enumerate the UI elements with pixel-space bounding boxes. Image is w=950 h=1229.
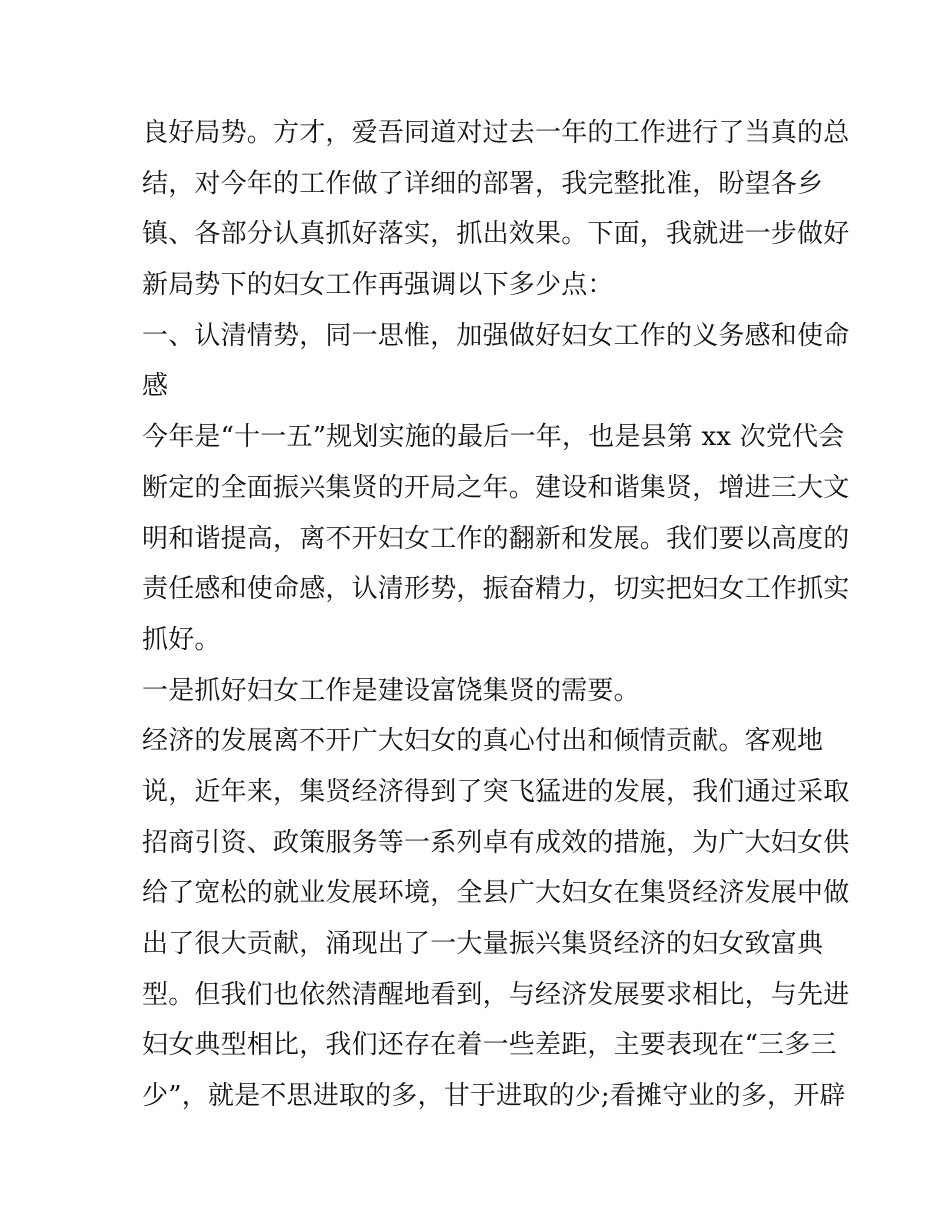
section-heading: 一、认清情势，同一思惟，加强做好妇女工作的义务感和使命 — [142, 320, 850, 351]
text-line: 今年是“十一五”规划实施的最后一年，也是县第 xx 次党代会 — [142, 422, 845, 453]
text-line: 明和谐提高，离不开妇女工作的翻新和发展。我们要以高度的 — [142, 523, 850, 554]
text-line: 型。但我们也依然清醒地看到，与经济发展要求相比，与先进 — [142, 979, 850, 1010]
text-line: 给了宽松的就业发展环境，全县广大妇女在集贤经济发展中做 — [142, 878, 850, 909]
subheading: 一是抓好妇女工作是建设富饶集贤的需要。 — [142, 675, 640, 706]
text-line: 说，近年来，集贤经济得到了突飞猛进的发展，我们通过采取 — [142, 776, 850, 807]
document-body — [142, 108, 850, 1122]
text-line: 新局势下的妇女工作再强调以下多少点： — [142, 270, 614, 301]
text-line: 出了很大贡献，涌现出了一大量振兴集贤经济的妇女致富典 — [142, 929, 824, 959]
text-line: 结，对今年的工作做了详细的部署，我完整批准，盼望各乡 — [142, 168, 824, 199]
text-line: 良好局势。方才，爱吾同道对过去一年的工作进行了当真的总 — [142, 118, 850, 148]
text-line: 经济的发展离不开广大妇女的真心付出和倾情贡献。客观地 — [142, 726, 824, 757]
text-line: 招商引资、政策服务等一系列卓有成效的措施，为广大妇女供 — [142, 827, 850, 858]
section-heading-continuation: 感 — [142, 371, 169, 402]
text-line: 妇女典型相比，我们还存在着一些差距，主要表现在“三多三 — [142, 1030, 837, 1061]
text-line: 少”，就是不思进取的多，甘于进取的少;看摊守业的多，开辟 — [142, 1081, 846, 1112]
text-line: 断定的全面振兴集贤的开局之年。建设和谐集贤，增进三大文 — [142, 472, 850, 503]
text-line: 抓好。 — [142, 624, 221, 655]
text-line: 责任感和使命感，认清形势，振奋精力，切实把妇女工作抓实 — [142, 574, 850, 605]
text-line: 镇、各部分认真抓好落实，抓出效果。下面，我就进一步做好 — [142, 219, 850, 250]
